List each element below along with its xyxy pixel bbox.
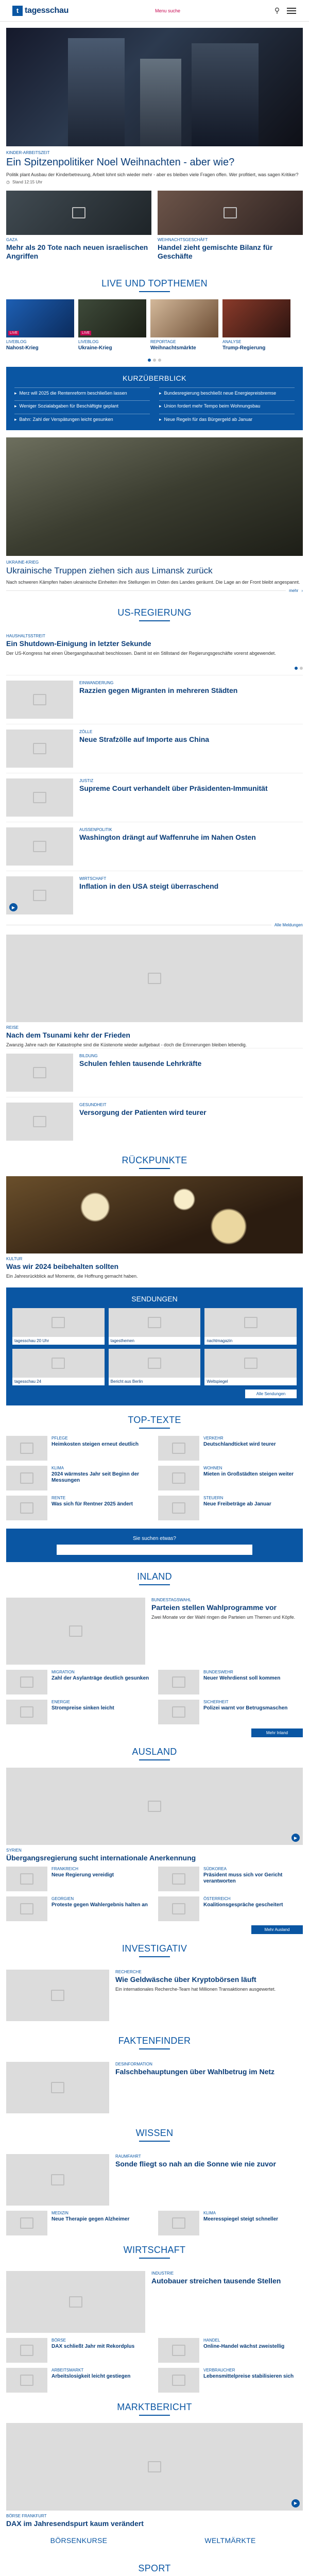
faktenfinder-image[interactable] — [6, 2062, 109, 2113]
ausland-item-kicker: SÜDKOREA — [203, 1866, 227, 1871]
wissen-item[interactable] — [6, 2211, 151, 2235]
hero-meta — [6, 180, 303, 184]
live-card[interactable] — [6, 299, 74, 353]
inland-item-kicker: SICHERHEIT — [203, 1700, 229, 1705]
inland-item-image[interactable] — [158, 1670, 199, 1694]
sendung-card[interactable] — [204, 1308, 297, 1345]
wirtschaft-item-image[interactable] — [158, 2338, 199, 2363]
hero-title[interactable]: Ein Spitzenpolitiker Noel Weihnachten - aber wie? — [6, 157, 235, 168]
ausland-item-kicker: FRANKREICH — [52, 1866, 79, 1871]
list-item-kicker: JUSTIZ — [79, 778, 94, 784]
us-lead-title[interactable]: Ein Shutdown-Einigung in letzter Sekunde — [6, 639, 151, 648]
list-item-title[interactable]: Washington drängt auf Waffenruhe im Nahen Osten — [79, 833, 256, 842]
wissen-article[interactable] — [6, 2149, 303, 2211]
wirtschaft-item-image[interactable] — [158, 2368, 199, 2393]
inland-item-title[interactable]: Zahl der Asylanträge deutlich gesunken — [52, 1675, 149, 1682]
weltmaerkte-title: WELTMÄRKTE — [204, 2536, 256, 2545]
boersenkurse-box[interactable] — [6, 2533, 151, 2548]
logo-mark: t — [12, 6, 23, 16]
top-pair — [6, 191, 303, 263]
wirtschaft-item-kicker: VERBRAUCHER — [203, 2367, 235, 2372]
inland-item-image[interactable] — [6, 1670, 47, 1694]
inland-item-title[interactable]: Strompreise sinken leicht — [52, 1705, 114, 1711]
section-title-inland: INLAND — [137, 1571, 172, 1582]
top-card-kicker: WEIHNACHTSGESCHÄFT — [158, 238, 208, 243]
toptext-title[interactable]: Was sich für Rentner 2025 ändert — [52, 1501, 133, 1507]
section-title-us: US-REGIERUNG — [117, 607, 192, 618]
hero-teaser: Politik plant Ausbau der Kinderbetreuung, Arbeit lohnt sich wieder mehr - aber es bleiben viele Fragen offen. Wer profitiert, was sagen Kritiker? — [6, 172, 299, 177]
more-link[interactable] — [6, 588, 303, 593]
wirtschaft-item[interactable] — [158, 2368, 303, 2393]
toptext-item[interactable] — [158, 1496, 303, 1520]
faktenfinder-title[interactable]: Falschbehauptungen über Wahlbetrug im Netz — [115, 2067, 275, 2076]
feature-teaser: Zwanzig Jahre nach der Katastrophe sind die Küstenorte wieder aufgebaut - doch die Erinnerungen bleiben lebendig. — [6, 1042, 247, 1048]
hero-image[interactable] — [6, 28, 303, 146]
top-card-title[interactable]: Handel zieht gemischte Bilanz für Geschäfte — [158, 243, 273, 260]
inland-lead-teaser: Zwei Monate vor der Wahl ringen die Parteien um Themen und Köpfe. — [151, 1614, 296, 1620]
sendung-image[interactable] — [204, 1308, 297, 1337]
section-title-investigativ: INVESTIGATIV — [122, 1943, 187, 1954]
feature-image[interactable] — [6, 935, 303, 1022]
all-sendungen-button[interactable]: Alle Sendungen — [245, 1389, 297, 1398]
list-item-title[interactable]: Versorgung der Patienten wird teurer — [79, 1108, 207, 1117]
list-item-title[interactable]: Neue Strafzölle auf Importe aus China — [79, 735, 210, 744]
list-item-kicker: WIRTSCHAFT — [79, 876, 107, 882]
investigativ-kicker: RECHERCHE — [115, 1969, 142, 1974]
kurzueberblick-box — [6, 367, 303, 430]
list-item-kicker: AUSSENPOLITIK — [79, 827, 112, 833]
live-card-image[interactable] — [78, 299, 146, 337]
arrow-icon: ▸ — [159, 403, 162, 409]
marktbericht-kicker: BÖRSE FRANKFURT — [6, 2513, 47, 2518]
section-title-rueckpunkte: RÜCKPUNKTE — [122, 1155, 187, 1166]
section-title-wirtschaft: WIRTSCHAFT — [123, 2244, 186, 2255]
box-item[interactable] — [159, 400, 295, 410]
wirtschaft-lead-kicker: INDUSTRIE — [151, 2270, 174, 2276]
sendung-caption: tagesthemen — [110, 1338, 134, 1344]
search-input[interactable] — [57, 1545, 253, 1555]
us-lead-kicker: HAUSHALTSSTREIT — [6, 634, 45, 639]
search-question: Sie suchen etwas? — [133, 1536, 176, 1542]
marktbericht-image[interactable] — [6, 2423, 303, 2511]
inland-item[interactable] — [6, 1700, 151, 1724]
list-item-kicker: ZÖLLE — [79, 730, 93, 735]
sendung-image[interactable] — [12, 1308, 105, 1337]
inland-item-title[interactable]: Polizei warnt vor Betrugsmaschen — [203, 1705, 288, 1711]
inland-lead-kicker: BUNDESTAGSWAHL — [151, 1598, 192, 1603]
top-card[interactable] — [6, 191, 151, 263]
toptext-kicker: WOHNEN — [203, 1466, 222, 1471]
wirtschaft-item-title[interactable]: DAX schließt Jahr mit Rekordplus — [52, 2343, 135, 2349]
live-card[interactable] — [222, 299, 290, 353]
search-box — [6, 1529, 303, 1562]
ausland-item-title[interactable]: Präsident muss sich vor Gericht verantworten — [203, 1872, 283, 1884]
list-item-image[interactable] — [6, 1103, 73, 1141]
live-card[interactable] — [150, 299, 218, 353]
list-item[interactable] — [6, 724, 303, 773]
live-card-kicker: LIVEBLOG — [78, 339, 99, 344]
toptext-title[interactable]: Deutschlandticket wird teurer — [203, 1442, 276, 1448]
live-card-image[interactable] — [6, 299, 74, 337]
wirtschaft-item-kicker: HANDEL — [203, 2337, 220, 2343]
rueckpunkte-kicker: KULTUR — [6, 1257, 23, 1262]
inland-item-kicker: BUNDESWEHR — [203, 1670, 233, 1675]
list-item-title[interactable]: Razzien gegen Migranten in mehreren Städten — [79, 686, 238, 695]
ausland-item-title[interactable]: Koalitionsgespräche gescheitert — [203, 1902, 283, 1908]
carousel-dots[interactable] — [6, 359, 303, 362]
sendung-image[interactable] — [12, 1349, 105, 1378]
rueckpunkte-teaser: Ein Jahresrückblick auf Momente, die Hoffnung gemacht haben. — [6, 1274, 138, 1279]
list-item-kicker: BILDUNG — [79, 1054, 98, 1059]
box-item[interactable] — [14, 414, 150, 423]
live-card[interactable] — [78, 299, 146, 353]
search-icon[interactable]: ⚲ — [274, 6, 280, 14]
market-links — [6, 2533, 303, 2548]
inland-lead[interactable] — [6, 1592, 303, 1670]
live-card-kicker: REPORTAGE — [150, 339, 176, 344]
more-link-text: Alle Meldungen — [274, 923, 303, 928]
wissen-item-title[interactable]: Meeresspiegel steigt schneller — [203, 2216, 279, 2222]
wissen-item[interactable] — [158, 2211, 303, 2235]
section-title-live: LIVE UND TOPTHEMEN — [101, 278, 208, 289]
investigativ-title[interactable]: Wie Geldwäsche über Kryptobörsen läuft — [115, 1975, 256, 1984]
wirtschaft-item-title[interactable]: Arbeitslosigkeit leicht gestiegen — [52, 2373, 131, 2379]
wirtschaft-list — [6, 2338, 303, 2393]
live-strip — [6, 299, 303, 353]
list-item-title[interactable]: Schulen fehlen tausende Lehrkräfte — [79, 1059, 202, 1068]
toptext-image[interactable] — [6, 1496, 47, 1520]
toptext-title[interactable]: Neue Freibeträge ab Januar — [203, 1501, 271, 1507]
wissen-kicker: RAUMFAHRT — [115, 2154, 141, 2159]
us-lead-teaser: Der US-Kongress hat einen Übergangshaushalt beschlossen. Damit ist ein Stillstand der Regierungsgeschäfte vorerst abgewendet. — [6, 651, 276, 656]
wirtschaft-lead-title[interactable]: Autobauer streichen tausende Stellen — [151, 2276, 281, 2285]
ausland-item[interactable] — [6, 1896, 151, 1921]
wirtschaft-item-kicker: BÖRSE — [52, 2337, 66, 2343]
top-card[interactable] — [158, 191, 303, 263]
box-item[interactable] — [159, 387, 295, 397]
section-title-ausland: AUSLAND — [132, 1747, 177, 1757]
box-title: KURZÜBERBLICK — [123, 374, 186, 382]
ausland-item-kicker: GEORGIEN — [52, 1896, 74, 1901]
list-item[interactable] — [6, 1048, 303, 1097]
logo[interactable] — [12, 6, 68, 16]
arrow-icon: ▸ — [14, 403, 17, 409]
live-card-kicker: LIVEBLOG — [6, 339, 27, 344]
ausland-list — [6, 1867, 303, 1921]
ukraine-article[interactable] — [6, 437, 303, 594]
sendung-card[interactable] — [109, 1308, 201, 1345]
wirtschaft-item-title[interactable]: Online-Handel wächst zweistellig — [203, 2343, 285, 2349]
box-item[interactable] — [159, 414, 295, 423]
more-link-text: mehr — [289, 588, 299, 594]
live-card-kicker: ANALYSE — [222, 339, 242, 344]
box-item-text: Weniger Sozialabgaben für Beschäftigte geplant — [19, 403, 118, 409]
inland-item-kicker: ENERGIE — [52, 1700, 71, 1705]
ukraine-title[interactable]: Ukrainische Truppen ziehen sich aus Limansk zurück — [6, 565, 213, 575]
toptext-item[interactable] — [158, 1466, 303, 1490]
sendungen-box — [6, 1287, 303, 1405]
faktenfinder-kicker: DESINFORMATION — [115, 2061, 152, 2066]
sendungen-title: SENDUNGEN — [131, 1295, 178, 1303]
hero-meta-text: Stand 12:15 Uhr — [12, 180, 43, 185]
investigativ-teaser: Ein internationales Recherche-Team hat Millionen Transaktionen ausgewertet. — [115, 1986, 276, 1992]
wissen-item-image[interactable] — [158, 2211, 199, 2235]
inland-item[interactable] — [158, 1670, 303, 1694]
list-item-kicker: GESUNDHEIT — [79, 1103, 107, 1108]
inland-lead-image[interactable] — [6, 1598, 145, 1665]
sendung-caption: tagesschau 24 — [14, 1379, 42, 1384]
ausland-lead-kicker: SYRIEN — [6, 1848, 22, 1853]
arrow-icon: ▸ — [159, 417, 162, 422]
investigativ-article[interactable] — [6, 1964, 303, 2026]
play-icon[interactable]: ▶ — [9, 903, 18, 911]
pager-dots[interactable] — [6, 667, 303, 670]
box-item-text: Merz will 2025 die Rentenreform beschließen lassen — [19, 390, 127, 396]
sendung-caption: Weltspiegel — [207, 1379, 228, 1384]
toptext-image[interactable] — [6, 1436, 47, 1461]
inland-list — [6, 1670, 303, 1724]
sendung-card[interactable] — [109, 1349, 201, 1385]
box-item[interactable] — [14, 400, 150, 410]
play-icon[interactable]: ▶ — [291, 1834, 300, 1842]
wissen-item-kicker: MEDIZIN — [52, 2210, 68, 2215]
toptext-image[interactable] — [158, 1496, 199, 1520]
list-item-image[interactable] — [6, 778, 73, 817]
live-badge: LIVE — [8, 331, 19, 335]
section-title-wissen: WISSEN — [135, 2127, 174, 2138]
box-item-text: Bahn: Zahl der Verspätungen leicht gesunken — [19, 417, 113, 422]
ausland-item-image[interactable] — [158, 1867, 199, 1891]
list-item-image[interactable] — [6, 1054, 73, 1092]
wissen-item-image[interactable] — [6, 2211, 47, 2235]
more-link[interactable] — [6, 923, 303, 927]
sendung-caption: nachtmagazin — [207, 1338, 233, 1344]
ausland-lead-title[interactable]: Übergangsregierung sucht internationale Anerkennung — [6, 1854, 196, 1862]
box-item-text: Bundesregierung beschließt neue Energiepreisbremse — [164, 390, 277, 396]
clock-icon: ◷ — [6, 180, 10, 185]
ukraine-image[interactable] — [6, 437, 303, 556]
top-card-image[interactable] — [158, 191, 303, 235]
list-item[interactable] — [6, 675, 303, 724]
section-title-marktbericht: MARKTBERICHT — [117, 2401, 192, 2412]
toptext-title[interactable]: 2024 wärmstes Jahr seit Beginn der Messungen — [52, 1471, 140, 1484]
inland-item[interactable] — [6, 1670, 151, 1694]
toptext-image[interactable] — [158, 1466, 199, 1490]
sendung-card[interactable] — [12, 1349, 105, 1385]
list-item-image[interactable] — [6, 730, 73, 768]
inland-item-image[interactable] — [158, 1700, 199, 1724]
more-inland-button[interactable]: Mehr Inland — [251, 1728, 303, 1737]
wissen-title[interactable]: Sonde fliegt so nah an die Sonne wie nie zuvor — [115, 2159, 276, 2168]
toptext-image[interactable] — [158, 1436, 199, 1461]
list-item-image[interactable] — [6, 827, 73, 866]
arrow-icon: ▸ — [14, 390, 17, 396]
header-tag[interactable]: Menu suche — [154, 8, 180, 13]
hero-article[interactable] — [6, 22, 303, 184]
rueckpunkte-title[interactable]: Was wir 2024 beibehalten sollten — [6, 1262, 119, 1271]
feature-kicker: REISE — [6, 1025, 19, 1030]
toptext-item[interactable] — [158, 1436, 303, 1461]
list-item[interactable] — [6, 822, 303, 871]
more-ausland-button[interactable]: Mehr Ausland — [251, 1925, 303, 1934]
sendung-caption: tagesschau 20 Uhr — [14, 1338, 49, 1344]
ausland-item-image[interactable] — [158, 1896, 199, 1921]
top-card-kicker: GAZA — [6, 238, 18, 243]
ausland-item[interactable] — [6, 1867, 151, 1891]
rueckpunkte-image[interactable] — [6, 1176, 303, 1253]
ausland-item[interactable] — [158, 1896, 303, 1921]
live-card-image[interactable] — [150, 299, 218, 337]
faktenfinder-article[interactable] — [6, 2057, 303, 2119]
ausland-item-title[interactable]: Proteste gegen Wahlergebnis halten an — [52, 1902, 148, 1908]
live-card-title[interactable]: Weihnachtsmärkte — [150, 345, 196, 351]
sendung-card[interactable] — [204, 1349, 297, 1385]
marktbericht-article[interactable] — [6, 2423, 303, 2528]
list-item-title[interactable]: Supreme Court verhandelt über Präsidenten-Immunität — [79, 784, 268, 793]
list-item-image[interactable] — [6, 876, 73, 914]
wissen-image[interactable] — [6, 2154, 109, 2206]
wirtschaft-item-kicker: ARBEITSMARKT — [52, 2367, 84, 2372]
list-item[interactable] — [6, 1097, 303, 1146]
sendung-image[interactable] — [204, 1349, 297, 1378]
wirtschaft-item[interactable] — [158, 2338, 303, 2363]
wirtschaft-item-image[interactable] — [6, 2338, 47, 2363]
live-badge: LIVE — [80, 331, 91, 335]
toptexte-list — [6, 1436, 303, 1520]
ausland-item-image[interactable] — [6, 1867, 47, 1891]
chevron-right-icon: › — [301, 588, 303, 594]
list-item[interactable] — [6, 871, 303, 920]
ausland-item-image[interactable] — [6, 1896, 47, 1921]
toptext-kicker: STEUERN — [203, 1496, 224, 1501]
inland-item-title[interactable]: Neuer Wehrdienst soll kommen — [203, 1675, 281, 1682]
marktbericht-title[interactable]: DAX im Jahresendspurt kaum verändert — [6, 2519, 144, 2528]
wirtschaft-lead[interactable] — [6, 2266, 303, 2338]
toptext-item[interactable] — [6, 1496, 151, 1520]
top-card-title[interactable]: Mehr als 20 Tote nach neuen israelischen Angriffen — [6, 243, 148, 260]
section-title-toptexte: TOP-TEXTE — [128, 1415, 181, 1426]
sendung-image[interactable] — [109, 1308, 201, 1337]
inland-item[interactable] — [158, 1700, 303, 1724]
live-card-image[interactable] — [222, 299, 290, 337]
toptext-title[interactable]: Heimkosten steigen erneut deutlich — [52, 1442, 139, 1448]
toptext-title[interactable]: Mieten in Großstädten steigen weiter — [203, 1471, 294, 1478]
ausland-item-kicker: ÖSTERREICH — [203, 1896, 231, 1901]
box-item-text: Union fordert mehr Tempo beim Wohnungsbau — [164, 403, 261, 409]
arrow-icon: ▸ — [14, 417, 17, 422]
wissen-item-kicker: KLIMA — [203, 2210, 216, 2215]
toptext-kicker: PFLEGE — [52, 1436, 68, 1441]
top-card-image[interactable] — [6, 191, 151, 235]
live-card-title[interactable]: Nahost-Krieg — [6, 345, 39, 351]
list-item[interactable] — [6, 773, 303, 822]
list-item-image[interactable] — [6, 681, 73, 719]
inland-lead-title[interactable]: Parteien stellen Wahlprogramme vor — [151, 1603, 277, 1612]
list-item-kicker: EINWANDERUNG — [79, 681, 114, 686]
wissen-item-title[interactable]: Neue Therapie gegen Alzheimer — [52, 2216, 130, 2222]
top-header — [0, 0, 309, 22]
wirtschaft-item[interactable] — [6, 2368, 151, 2393]
toptext-kicker: RENTE — [52, 1496, 66, 1501]
ukraine-kicker: UKRAINE-KRIEG — [6, 560, 39, 565]
menu-icon[interactable] — [286, 6, 297, 16]
sendung-caption: Bericht aus Berlin — [110, 1379, 143, 1384]
toptext-item[interactable] — [6, 1466, 151, 1490]
hero-kicker: KINDER-ARBEITSZEIT — [6, 150, 50, 155]
list-item-title[interactable]: Inflation in den USA steigt überraschend — [79, 882, 219, 891]
sendung-card[interactable] — [12, 1308, 105, 1345]
toptext-image[interactable] — [6, 1466, 47, 1490]
inland-item-kicker: MIGRATION — [52, 1670, 75, 1675]
sendung-image[interactable] — [109, 1349, 201, 1378]
wirtschaft-lead-image[interactable] — [6, 2271, 145, 2333]
wirtschaft-item-image[interactable] — [6, 2368, 47, 2393]
feature-article[interactable] — [6, 935, 303, 1048]
ausland-item[interactable] — [158, 1867, 303, 1891]
box-item[interactable] — [14, 387, 150, 397]
wissen-list — [6, 2211, 303, 2235]
wirtschaft-item-title[interactable]: Lebensmittelpreise stabilisieren sich — [203, 2373, 294, 2379]
toptext-item[interactable] — [6, 1436, 151, 1461]
play-icon[interactable]: ▶ — [291, 2499, 300, 2507]
investigativ-image[interactable] — [6, 1970, 109, 2021]
wirtschaft-item[interactable] — [6, 2338, 151, 2363]
feature-title[interactable]: Nach dem Tsunami kehr der Frieden — [6, 1031, 130, 1040]
section-title-sport: SPORT — [138, 2563, 171, 2573]
boersenkurse-title: BÖRSENKURSE — [50, 2536, 108, 2545]
box-item-text: Neue Regeln für das Bürgergeld ab Januar — [164, 417, 253, 422]
section-title-faktenfinder: FAKTENFINDER — [118, 2035, 191, 2046]
logo-text: tagesschau — [25, 6, 69, 15]
live-card-title[interactable]: Trump-Regierung — [222, 345, 266, 351]
ukraine-teaser: Nach schweren Kämpfen haben ukrainische Einheiten ihre Stellungen im Osten des Landes geräumt. Die Lage an der Front bleibt angespannt. — [6, 580, 300, 585]
live-card-title[interactable]: Ukraine-Krieg — [78, 345, 112, 351]
us-lead[interactable] — [6, 629, 303, 662]
rueckpunkte-article[interactable] — [6, 1176, 303, 1279]
ausland-lead[interactable] — [6, 1768, 303, 1862]
arrow-icon: ▸ — [159, 390, 162, 396]
ausland-lead-image[interactable] — [6, 1768, 303, 1845]
toptext-kicker: VERKEHR — [203, 1436, 224, 1441]
weltmaerkte-box[interactable] — [158, 2533, 303, 2548]
ausland-item-title[interactable]: Neue Regierung vereidigt — [52, 1872, 114, 1878]
toptext-kicker: KLIMA — [52, 1466, 64, 1471]
inland-item-image[interactable] — [6, 1700, 47, 1724]
